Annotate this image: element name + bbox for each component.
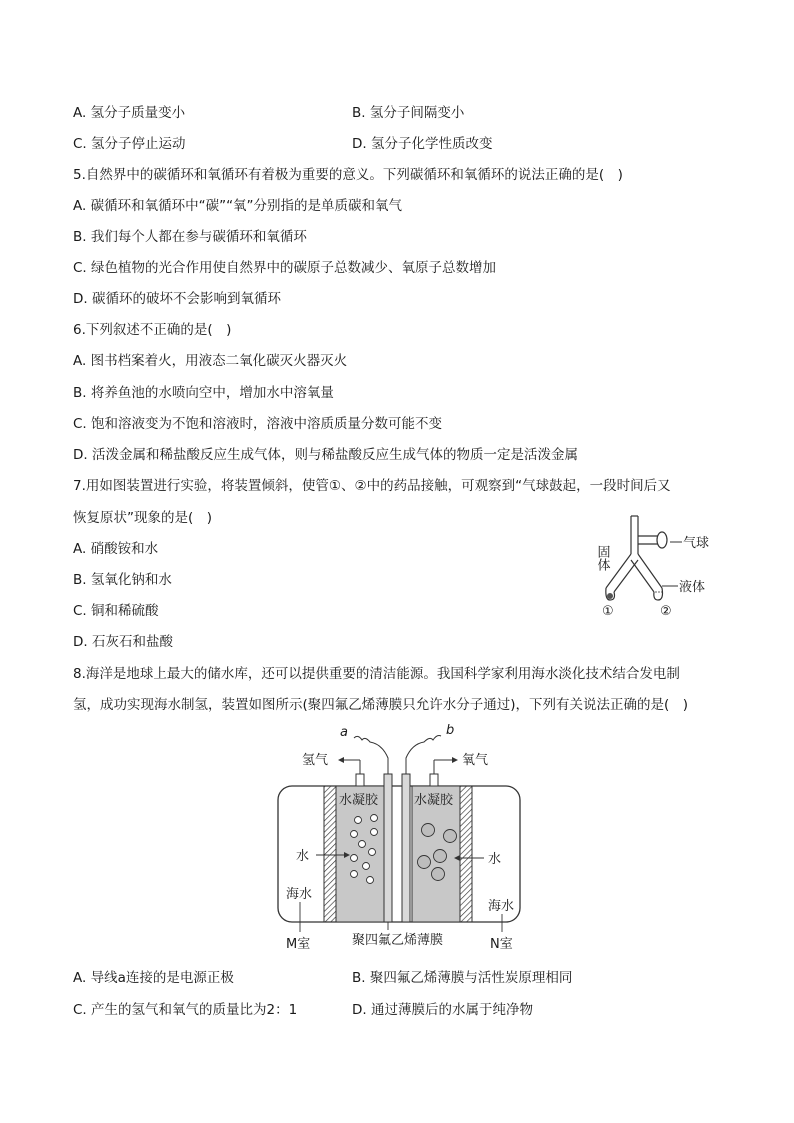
membrane-left [324, 786, 336, 922]
solid-label: 固体 [594, 545, 610, 571]
solid-sample-icon [607, 593, 613, 599]
seawater-left-label: 海水 [286, 887, 313, 902]
membrane-right [460, 786, 472, 922]
balloon-label: 气球 [683, 536, 710, 551]
q6-option-b: B. 将养鱼池的水喷向空中，增加水中溶氧量 [73, 385, 334, 401]
q4-option-b: B. 氢分子间隔变小 [352, 105, 465, 121]
q8-option-a: A. 导线a连接的是电源正极 [73, 970, 234, 986]
gel-right-label: 水凝胶 [414, 793, 454, 808]
q7-option-c: C. 铜和稀硫酸 [73, 603, 159, 619]
q5-option-c: C. 绿色植物的光合作用使自然界中的碳原子总数减少、氧原子总数增加 [73, 260, 497, 276]
tube-1-label: ① [602, 604, 614, 619]
room-m-label: M室 [286, 937, 311, 952]
tube-2-label: ② [660, 604, 672, 619]
membrane-label: 聚四氟乙烯薄膜 [352, 933, 444, 948]
q7-stem-line1: 7.用如图装置进行实验，将装置倾斜，使管①、②中的药品接触，可观察到“气球鼓起，一段时间后又 [73, 478, 671, 494]
water-right-label: 水 [488, 852, 502, 867]
seawater-right-label: 海水 [488, 899, 515, 914]
q8-option-c: C. 产生的氢气和氧气的质量比为2：1 [73, 1002, 298, 1018]
q7-stem-line2: 恢复原状”现象的是( ) [73, 510, 213, 526]
wire-b-label: b [446, 723, 455, 738]
q8-stem-line1: 8.海洋是地球上最大的储水库，还可以提供重要的清洁能源。我国科学家利用海水淡化技术结合发电制 [73, 666, 680, 682]
wire-a-label: a [340, 725, 348, 740]
electrode-right [402, 774, 410, 922]
q5-option-b: B. 我们每个人都在参与碳循环和氧循环 [73, 229, 307, 245]
q4-option-a: A. 氢分子质量变小 [73, 105, 186, 121]
q5-option-d: D. 碳循环的破坏不会影响到氧循环 [73, 291, 281, 307]
q4-option-c: C. 氢分子停止运动 [73, 136, 186, 152]
q5-stem: 5.自然界中的碳循环和氧循环有着极为重要的意义。下列碳循环和氧循环的说法正确的是( ) [73, 167, 623, 183]
seawater-hydrogen-device-figure [270, 722, 530, 958]
y-tube-apparatus-figure [590, 508, 730, 623]
q7-option-a: A. 硝酸铵和水 [73, 541, 159, 557]
balloon-icon [657, 532, 667, 548]
electrode-left [384, 774, 392, 922]
q8-option-d: D. 通过薄膜后的水属于纯净物 [352, 1002, 533, 1018]
q5-option-a: A. 碳循环和氧循环中“碳”“氧”分别指的是单质碳和氧气 [73, 198, 403, 214]
gel-left-label: 水凝胶 [339, 793, 379, 808]
q6-option-c: C. 饱和溶液变为不饱和溶液时，溶液中溶质质量分数可能不变 [73, 416, 443, 432]
oxygen-label: 氧气 [462, 753, 489, 768]
room-n-label: N室 [490, 937, 513, 952]
q6-option-a: A. 图书档案着火，用液态二氧化碳灭火器灭火 [73, 353, 348, 369]
q4-option-d: D. 氢分子化学性质改变 [352, 136, 493, 152]
water-left-label: 水 [296, 849, 310, 864]
q7-option-b: B. 氢氧化钠和水 [73, 572, 172, 588]
q7-option-d: D. 石灰石和盐酸 [73, 634, 173, 650]
q6-option-d: D. 活泼金属和稀盐酸反应生成气体，则与稀盐酸反应生成气体的物质一定是活泼金属 [73, 447, 578, 463]
hydrogen-label: 氢气 [302, 753, 329, 768]
q8-stem-line2: 氢，成功实现海水制氢，装置如图所示(聚四氟乙烯薄膜只允许水分子通过)，下列有关说法正确的是( ) [73, 697, 689, 713]
q6-stem: 6.下列叙述不正确的是( ) [73, 322, 232, 338]
liquid-label: 液体 [679, 580, 706, 595]
q8-option-b: B. 聚四氟乙烯薄膜与活性炭原理相同 [352, 970, 573, 986]
